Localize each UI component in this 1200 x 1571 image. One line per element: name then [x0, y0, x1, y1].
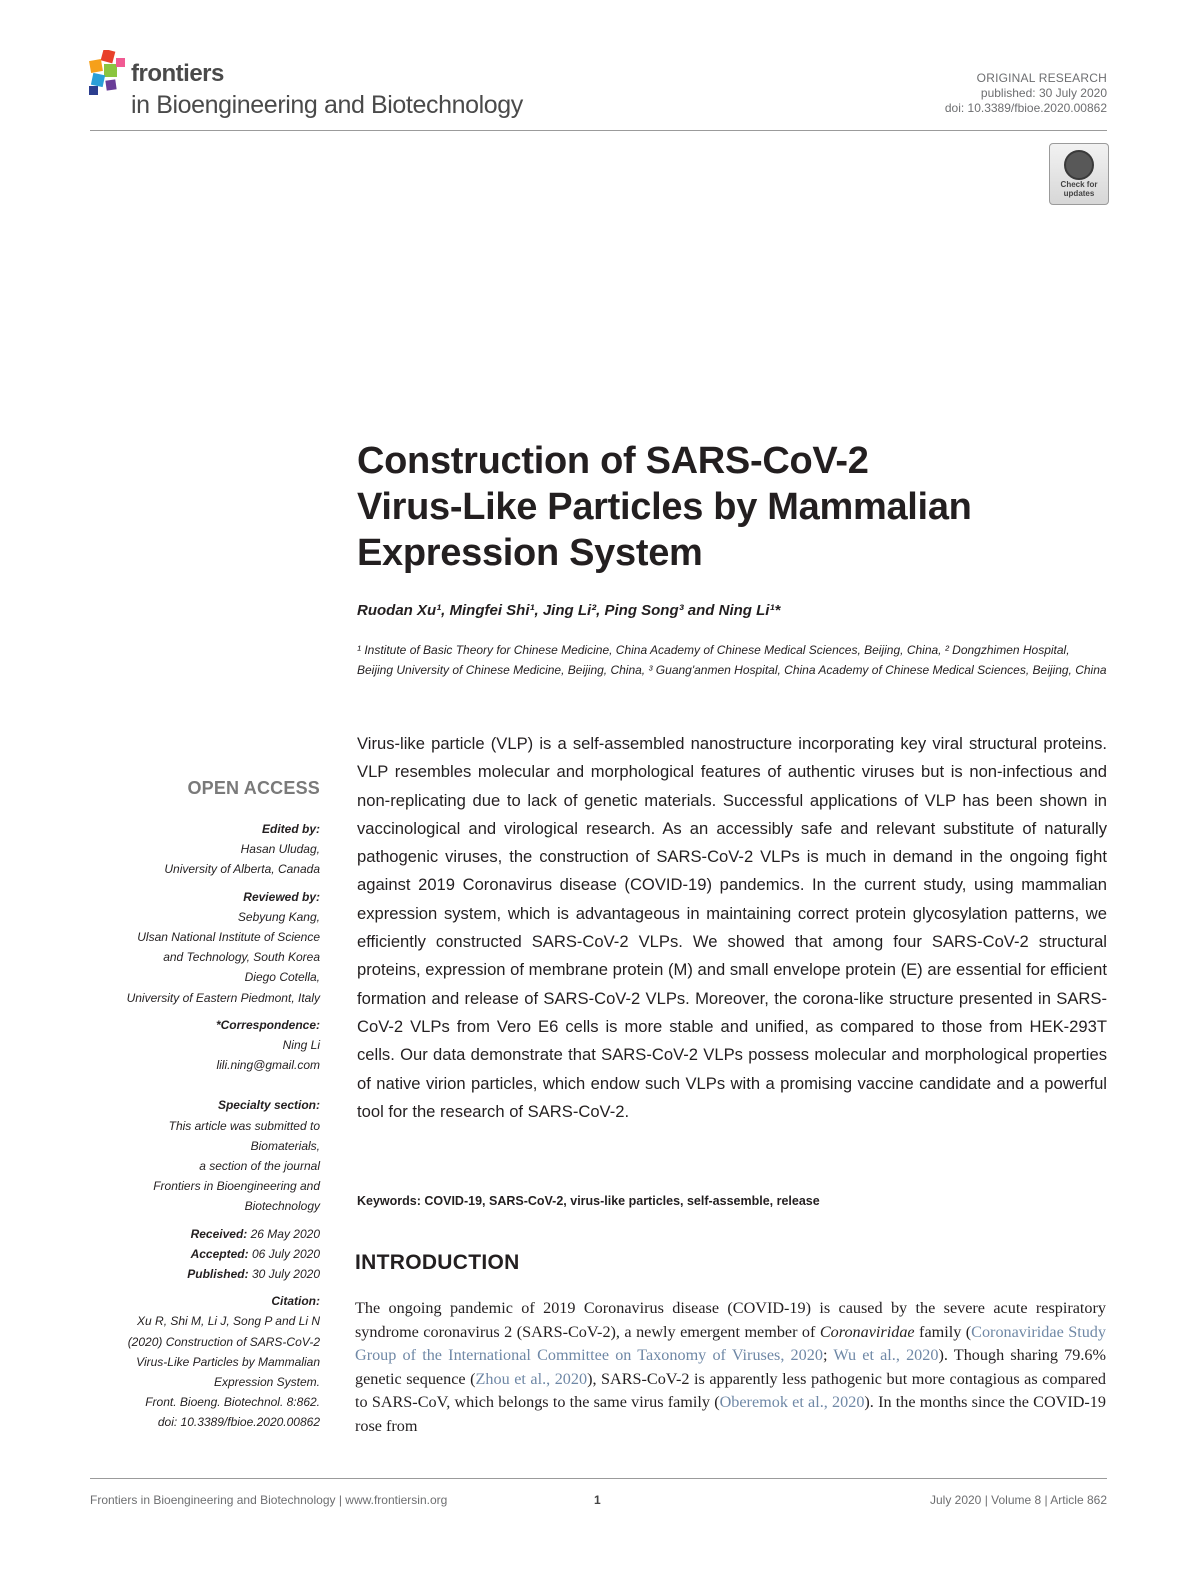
introduction-paragraph	[355, 1297, 1106, 1438]
published-label: Published:	[187, 1267, 249, 1282]
citation-line: Front. Bioeng. Biotechnol. 8:862.	[145, 1395, 320, 1410]
citation-heading: Citation:	[271, 1294, 320, 1309]
edited-by-heading: Edited by:	[261, 822, 320, 836]
reviewed-by-heading: Reviewed by:	[243, 889, 320, 904]
journal-name: in Bioengineering and Biotechnology	[131, 91, 523, 119]
article-type: ORIGINAL RESEARCH	[976, 71, 1107, 85]
keywords: Keywords: COVID-19, SARS-CoV-2, virus-like particles, self-assemble, release	[357, 1194, 820, 1208]
received-value: 26 May 2020	[247, 1226, 320, 1241]
specialty-line: Biotechnology	[244, 1199, 320, 1214]
specialty-line: Biomaterials,	[250, 1138, 320, 1153]
footer-journal[interactable]: Frontiers in Bioengineering and Biotechnology | www.frontiersin.org	[90, 1493, 448, 1507]
citation-link[interactable]: Oberemok et al., 2020	[719, 1393, 865, 1411]
intro-text: The ongoing pandemic of 2019 Coronavirus disease (COVID-19) is caused by the severe acute respiratory syndrome coronavirus 2 (SARS-CoV-2), a newly emergent member of	[355, 1299, 1106, 1341]
updates-icon	[1064, 150, 1094, 180]
introduction-heading: INTRODUCTION	[355, 1251, 520, 1274]
intro-text: ), SARS-CoV-2 is apparently less pathogenic but more contagious as compared to SARS-CoV, which belongs to the same virus family (	[355, 1369, 1106, 1411]
published-date: published: 30 July 2020	[980, 86, 1107, 100]
reviewer-line: and Technology, South Korea	[163, 950, 320, 965]
reviewer-line: Sebyung Kang,	[237, 909, 320, 924]
author-list: Ruodan Xu¹, Mingfei Shi¹, Jing Li², Ping Song³ and Ning Li¹*	[357, 602, 781, 619]
correspondence-email[interactable]: lili.ning@gmail.com	[216, 1058, 320, 1073]
citation-line: Xu R, Shi M, Li J, Song P and Li N	[137, 1314, 320, 1329]
intro-text: ;	[822, 1346, 834, 1364]
citation-line: doi: 10.3389/fbioe.2020.00862	[157, 1415, 320, 1430]
citation-link[interactable]: Wu et al., 2020	[833, 1346, 939, 1364]
frontiers-logo-icon	[88, 50, 128, 96]
intro-text: ). Though sharing 79.6% genetic sequence (	[355, 1346, 1106, 1388]
title-line: Expression System	[357, 532, 703, 574]
accepted-date	[127, 1244, 320, 1264]
title-line: Construction of SARS-CoV-2	[357, 440, 869, 482]
reviewer-line: University of Eastern Piedmont, Italy	[126, 990, 320, 1005]
accepted-value: 06 July 2020	[248, 1246, 320, 1261]
specialty-line: This article was submitted to	[168, 1118, 320, 1133]
specialty-line: a section of the journal	[199, 1159, 320, 1174]
open-access-label: OPEN ACCESS	[187, 778, 320, 798]
editor-affiliation: University of Alberta, Canada	[164, 862, 320, 877]
title-line: Virus-Like Particles by Mammalian	[357, 486, 972, 528]
published-value: 30 July 2020	[248, 1267, 320, 1282]
footer-rule	[90, 1478, 1107, 1479]
correspondence-name: Ning Li	[282, 1038, 320, 1053]
abstract: Virus-like particle (VLP) is a self-assembled nanostructure incorporating key viral structural proteins. VLP resembles molecular and morphological features of authentic viruses but is non-infectious and non-replicating due to lack of genetic materials. Successful applications of VLP has been shown in vaccinological and virological research. As an accessibly safe and relevant substitute of naturally pathogenic viruses, the construction of SARS-CoV-2 VLPs is much in demand in the ongoing fight against 2019 Coronavirus disease (COVID-19) pandemics. In the current study, using mammalian expression system, which is advantageous in maintaining correct protein glycosylation patterns, we efficiently constructed SARS-CoV-2 VLPs. We showed that among four SARS-CoV-2 structural proteins, expression of membrane protein (M) and small envelope protein (E) are essential for efficient formation and release of SARS-CoV-2 VLPs. Moreover, the corona-like structure presented in SARS-CoV-2 VLPs from Vero E6 cells is more stable and unified, as compared to those from HEK-293T cells. Our data demonstrate that SARS-CoV-2 VLPs possess molecular and morphological properties of native virion particles, which endow such VLPs with a promising vaccine candidate and a powerful tool for the research of SARS-CoV-2.	[357, 734, 1107, 1121]
footer-issue: July 2020 | Volume 8 | Article 862	[929, 1493, 1107, 1507]
citation-line: Virus-Like Particles by Mammalian	[136, 1354, 320, 1369]
citation-link[interactable]: Zhou et al., 2020	[475, 1369, 588, 1388]
reviewer-line: Ulsan National Institute of Science	[137, 930, 320, 945]
intro-text: family (	[914, 1322, 972, 1341]
intro-taxon: Coronaviridae	[819, 1322, 915, 1341]
citation-line: (2020) Construction of SARS-CoV-2	[127, 1334, 320, 1349]
check-for-updates-button[interactable]	[1049, 143, 1109, 205]
doi[interactable]: doi: 10.3389/fbioe.2020.00862	[944, 101, 1107, 115]
received-date	[127, 1224, 320, 1244]
correspondence-heading: *Correspondence:	[215, 1017, 320, 1032]
page-number: 1	[594, 1493, 601, 1507]
header-rule	[90, 130, 1107, 131]
brand-name: frontiers	[131, 60, 224, 87]
affiliations: ¹ Institute of Basic Theory for Chinese Medicine, China Academy of Chinese Medical Sciences, Beijing, China, ² Dongzhimen Hospital, Beijing University of Chinese Medicine, Beijing, China, ³ Guang'anmen Hospital, China Academy of Chinese Medical Sciences, Beijing, China	[357, 643, 1107, 677]
received-label: Received:	[190, 1226, 248, 1241]
published-date-side	[127, 1264, 320, 1284]
specialty-heading: Specialty section:	[217, 1098, 320, 1113]
citation-link[interactable]: Coronaviridae Study Group of the International Committee on Taxonomy of Viruses, 2020	[355, 1322, 1106, 1364]
article-title	[357, 438, 1097, 576]
intro-text: ). In the months since the COVID-19 rose from	[355, 1393, 1106, 1435]
specialty-line: Frontiers in Bioengineering and	[153, 1179, 320, 1194]
updates-label: Check for updates	[1060, 180, 1098, 198]
reviewer-line: Diego Cotella,	[244, 970, 320, 985]
citation-line: Expression System.	[213, 1375, 320, 1390]
accepted-label: Accepted:	[190, 1246, 249, 1261]
article-meta	[945, 71, 1107, 116]
sidebar-info	[127, 819, 320, 1433]
editor-name: Hasan Uludag,	[240, 842, 320, 857]
